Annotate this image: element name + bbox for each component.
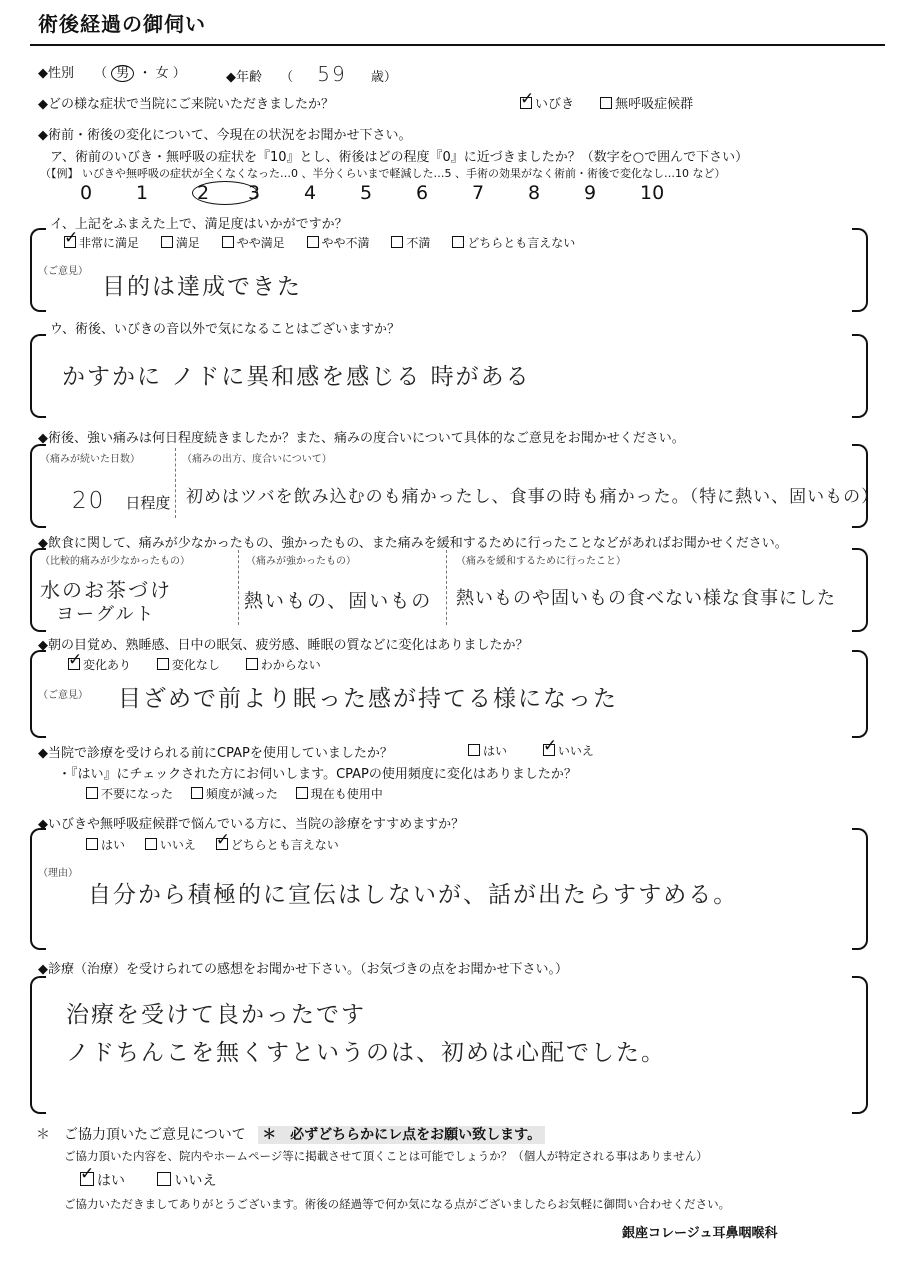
scale-2[interactable]: 2 [192, 181, 248, 205]
satisfaction-question: イ、上記をふまえた上で、満足度はいかがですか？ [50, 217, 348, 232]
recommend-bracket-left [30, 828, 46, 950]
scale-8[interactable]: 8 [528, 182, 541, 204]
food-relief-label: （痛みを緩和するために行ったこと） [456, 556, 626, 567]
food-relief[interactable]: 熱いものや固いもの食べない様な食事にした [456, 588, 836, 609]
satisfaction-option[interactable]: やや不満 [307, 234, 370, 251]
cpap-option-yes[interactable]: はい [468, 742, 507, 759]
checkbox-icon [145, 838, 157, 850]
recommend-question: ◆いびきや無呼吸症候群で悩んでいる方に、当院の診療をすすめますか？ [38, 817, 465, 832]
concern-answer[interactable]: かすかに ノドに異和感を感じる 時がある [62, 364, 531, 390]
scale-10[interactable]: 10 [640, 182, 665, 204]
clinic-name: 銀座コレージュ耳鼻咽喉科 [622, 1226, 778, 1241]
recommend-bracket-right [852, 828, 868, 950]
checkbox-icon [216, 838, 228, 850]
gender-male-option[interactable]: 男 [111, 65, 134, 82]
checkbox-icon [86, 838, 98, 850]
sleep-opinion-label: （ご意見） [38, 690, 88, 701]
symptom-options [520, 93, 715, 112]
food-less-label: （比較的痛みが少なかったもの） [40, 556, 190, 567]
cpap-followup: ・『はい』にチェックされた方にお伺いします。CPAPの使用頻度に変化はありましたか？ [58, 767, 577, 782]
scale-9[interactable]: 9 [584, 182, 597, 204]
sleep-opinion[interactable]: 目ざめで前より眠った感が持てる様になった [118, 686, 618, 712]
consent-thanks: ご協力いただきましてありがとうございます。術後の経過等で何か気になる点がございましたらお気軽に御問い合わせください。 [64, 1197, 731, 1211]
concern-bracket-left [30, 334, 46, 418]
checkbox-icon [64, 236, 76, 248]
consent-option-yes[interactable]: ✓はい [80, 1170, 125, 1190]
recommend-option[interactable]: はい [86, 836, 125, 853]
checkbox-icon [468, 744, 480, 756]
consent-heading [36, 1124, 545, 1144]
gender-row: ◆性別 （ 男 ・ 女 ） [38, 66, 186, 81]
checkbox-icon [222, 236, 234, 248]
satisfaction-options [64, 234, 575, 251]
cpap-followup-option[interactable]: 不要になった [86, 785, 173, 802]
food-divider-2 [446, 550, 447, 625]
impression-line-1[interactable]: 治療を受けて良かったです [66, 1002, 366, 1028]
cpap-followup-option[interactable]: 現在も使用中 [296, 785, 383, 802]
sleep-bracket-right [852, 650, 868, 738]
consent-heading-a: ＊ ご協力頂いたご意見について [36, 1127, 246, 1143]
impression-bracket-right [852, 976, 868, 1114]
cpap-followup-option[interactable]: 頻度が減った [191, 785, 278, 802]
recommend-reason-label: （理由） [38, 868, 78, 879]
checkbox-icon [452, 236, 464, 248]
food-bracket-right [852, 548, 868, 632]
food-divider-1 [238, 550, 239, 625]
checkbox-icon [157, 1172, 171, 1186]
scale-1[interactable]: 1 [136, 182, 149, 204]
symptom-question: ◆どの様な症状で当院にご来院いただきましたか？ [38, 97, 334, 112]
cpap-options [468, 742, 616, 759]
symptom-option-apnea[interactable]: 無呼吸症候群 [600, 93, 693, 112]
consent-options [80, 1170, 238, 1190]
age-row: ◆年齢 （ 59 歳） [226, 62, 397, 86]
recommend-option[interactable]: いいえ [145, 836, 196, 853]
checkbox-icon [157, 658, 169, 670]
food-less-1[interactable]: 水のお茶づけ [40, 578, 172, 602]
pain-days-unit: 日程度 [125, 494, 171, 512]
consent-question: ご協力頂いた内容を、院内やホームページ等に掲載させて頂くことは可能でしょうか？（個人が特定される事はありません） [64, 1149, 708, 1163]
checkbox-icon [391, 236, 403, 248]
cpap-option-no[interactable]: ✓ いいえ [543, 742, 594, 759]
checkbox-icon [86, 787, 98, 799]
pain-days-row [72, 488, 170, 514]
satisfaction-option[interactable]: やや満足 [222, 234, 285, 251]
checkbox-icon [600, 97, 612, 109]
checkbox-icon [246, 658, 258, 670]
pain-question: ◆術後、強い痛みは何日程度続きましたか？また、痛みの度合いについて具体的なご意見をお聞かせください。 [38, 431, 685, 446]
sleep-options [68, 656, 343, 673]
recommend-option[interactable]: ✓ どちらとも言えない [216, 836, 339, 853]
checkbox-icon [161, 236, 173, 248]
symptom-option-snoring[interactable]: ✓ いびき [520, 93, 574, 112]
pain-detail[interactable]: 初めはツバを飲み込むのも痛かったし、食事の時も痛かった。（特に熱い、固いもの） [186, 487, 880, 507]
food-less-2[interactable]: ヨーグルト [56, 604, 156, 625]
satisfaction-option[interactable]: 満足 [161, 234, 200, 251]
satisfaction-bracket-right [852, 228, 868, 312]
checkbox-icon [296, 787, 308, 799]
checkbox-icon [307, 236, 319, 248]
pain-divider [175, 448, 176, 518]
checkbox-icon [543, 744, 555, 756]
gender-label: ◆性別 [38, 66, 74, 81]
sleep-option[interactable]: ✓変化あり [68, 656, 131, 673]
sleep-question: ◆朝の目覚め、熟睡感、日中の眠気、疲労感、睡眠の質などに変化はありましたか？ [38, 638, 529, 653]
change-example: （【例】 いびきや無呼吸の症状が全くなくなった…0 、半分くらいまで軽減した…5 、手術の効果がなく術前・術後で変化なし…10 など） [40, 167, 726, 180]
satisfaction-opinion[interactable]: 目的は達成できた [102, 274, 302, 300]
sleep-option[interactable]: わからない [246, 656, 321, 673]
change-question: ◆術前・術後の変化について、今現在の状況をお聞かせ下さい。 [38, 128, 412, 143]
concern-question: ウ、術後、いびきの音以外で気になることはございますか？ [50, 322, 400, 337]
recommend-reason[interactable]: 自分から積極的に宣伝はしないが、話が出たらすすめる。 [88, 882, 739, 908]
age-label: ◆年齢 [226, 70, 262, 85]
concern-bracket-right [852, 334, 868, 418]
change-scale [80, 181, 696, 205]
scale-0[interactable]: 0 [80, 182, 93, 204]
sleep-option[interactable]: 変化なし [157, 656, 220, 673]
checkbox-icon [68, 658, 80, 670]
impression-question: ◆診療（治療）を受けられての感想をお聞かせ下さい。（お気づきの点をお聞かせ下さい。） [38, 962, 568, 977]
scale-7[interactable]: 7 [472, 182, 485, 204]
age-value[interactable]: 59 [317, 62, 347, 86]
satisfaction-option[interactable]: 不満 [391, 234, 430, 251]
checkbox-icon [191, 787, 203, 799]
food-strong[interactable]: 熱いもの、固いもの [244, 590, 433, 612]
title-divider [30, 44, 885, 46]
checkbox-icon [80, 1172, 94, 1186]
cpap-question: ◆当院で診療を受けられる前にCPAPを使用していましたか？ [38, 746, 393, 761]
scale-5[interactable]: 5 [360, 182, 373, 204]
scale-4[interactable]: 4 [304, 182, 317, 204]
consent-option-no[interactable]: いいえ [157, 1170, 216, 1190]
food-strong-label: （痛みが強かったもの） [246, 556, 356, 567]
satisfaction-option[interactable]: ✓非常に満足 [64, 234, 139, 251]
impression-bracket-left [30, 976, 46, 1114]
gender-female-option[interactable]: 女 [155, 66, 169, 81]
cpap-followup-options [86, 785, 405, 802]
change-sub-a: ア、術前のいびき・無呼吸の症状を『10』とし、術後はどの程度『0』に近づきましたか？（数字を○で囲んで下さい） [50, 150, 749, 165]
scale-3[interactable]: 3 [248, 182, 261, 204]
satisfaction-opinion-label: （ご意見） [38, 266, 88, 277]
pain-detail-label: （痛みの出方、度合いについて） [182, 454, 332, 465]
checkbox-icon [520, 97, 532, 109]
satisfaction-option[interactable]: どちらとも言えない [452, 234, 575, 251]
food-question: ◆飲食に関して、痛みが少なかったもの、強かったもの、また痛みを緩和するために行ったことなどがあればお聞かせください。 [38, 536, 788, 551]
pain-days-label: （痛みが続いた日数） [40, 454, 140, 465]
impression-line-2[interactable]: ノドちんこを無くすというのは、初めは心配でした。 [66, 1040, 666, 1066]
pain-days-value[interactable]: 20 [72, 488, 106, 514]
recommend-options [86, 836, 361, 853]
consent-heading-b: ＊ 必ずどちらかにレ点をお願い致します。 [258, 1126, 545, 1144]
scale-6[interactable]: 6 [416, 182, 429, 204]
page-title: 術後経過の御伺い [38, 12, 206, 36]
